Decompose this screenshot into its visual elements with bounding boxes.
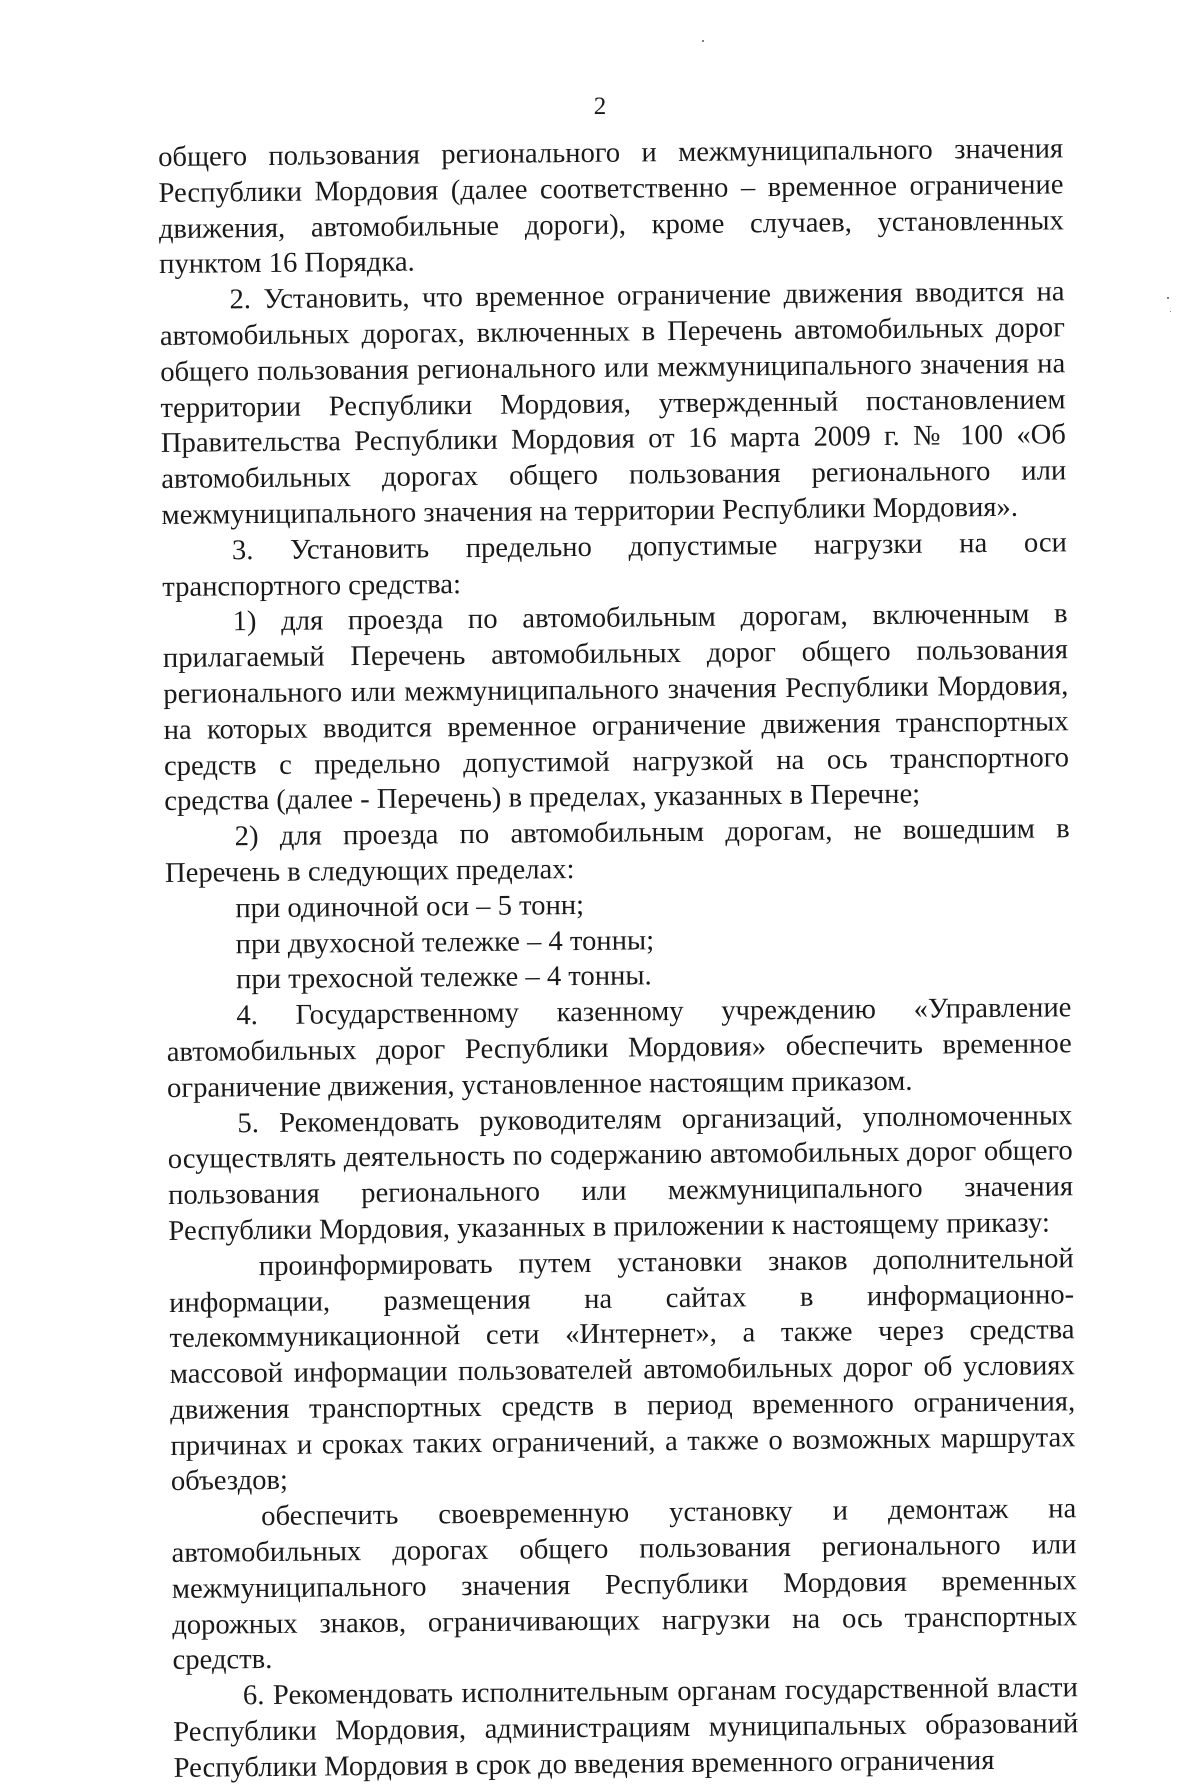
paragraph-continuation: общего пользования регионального и межмуниципального значения Республики Мордовия (далее соответственно – временное ограничение движения, автомобильные дороги), кроме случаев, установленных пунктом 16 Порядка. — [158, 133, 1064, 281]
paragraph-item-6: 6. Рекомендовать исполнительным органам государственной власти Республики Мордовия, администрациям муниципальных образований Республики Мордовия в срок до введения временного ограничения — [173, 1672, 1079, 1784]
paragraph-item-3: 3. Установить предельно допустимые нагрузки на оси транспортного средства: — [162, 527, 1068, 603]
paragraph-item-2: 2. Установить, что временное ограничение движения вводится на автомобильных дорогах, включенных в Перечень автомобильных дорог общего пользования регионального или межмуниципального значения на территории Республики Мордовия, утвержденный постановлением Правительства Республики Мордовия от 16 марта 2009 г. № 100 «Об автомобильных дорогах общего пользования регионального или межмуниципального значения на территории Республики Мордовия». — [159, 276, 1067, 531]
page-number: 2 — [593, 93, 607, 120]
paragraph-item-5-signs: обеспечить своевременную установку и демонтаж на автомобильных дорогах общего пользования регионального или межмуниципального значения Республики Мордовия временных дорожных знаков, ограничивающих нагрузки на ось транспортных средств. — [171, 1493, 1078, 1677]
limit-three-axle: при трехосной тележке – 4 тонны. — [235, 960, 652, 996]
paragraph-item-5-inform: проинформировать путем установки знаков дополнительной информации, размещения на сайтах в информационно-телекоммуникационной сети «Интернет», а также через средства массовой информации пользователей автомобильных дорог об условиях движения транспортных средств в период временного ограничения, причинах и сроках таких ограничений, а также о возможных маршрутах объездов; — [169, 1242, 1076, 1498]
document-body — [158, 131, 1079, 1786]
paragraph-item-4: 4. Государственному казенному учреждению «Управление автомобильных дорог Республики Мордовия» обеспечить временное ограничение движения, установленное настоящим приказом. — [166, 992, 1072, 1104]
paragraph-item-5: 5. Рекомендовать руководителям организаций, уполномоченных осуществлять деятельность по содержанию автомобильных дорог общего пользования регионального или межмуниципального значения Республики Мордовия, указанных в приложении к настоящему приказу: — [167, 1099, 1074, 1247]
scan-speck — [1167, 297, 1169, 299]
limit-single-axle: при одиночной оси – 5 тонн; — [235, 889, 585, 925]
paragraph-item-3-2: 2) для проезда по автомобильным дорогам, не вошедшим в Перечень в следующих пределах: — [164, 813, 1070, 889]
limit-two-axle: при двухосной тележке – 4 тонны; — [235, 924, 655, 960]
scan-speck — [702, 40, 704, 42]
scan-speck — [1170, 311, 1171, 312]
paragraph-item-3-1: 1) для проезда по автомобильным дорогам, включенным в прилагаемый Перечень автомобильных дорог общего пользования регионального или межмуниципального значения Республики Мордовия, на которых вводится временное ограничение движения транспортных средств с предельно допустимой нагрузкой на ось транспортного средства (далее - Перечень) в пределах, указанных в Перечне; — [162, 598, 1070, 818]
